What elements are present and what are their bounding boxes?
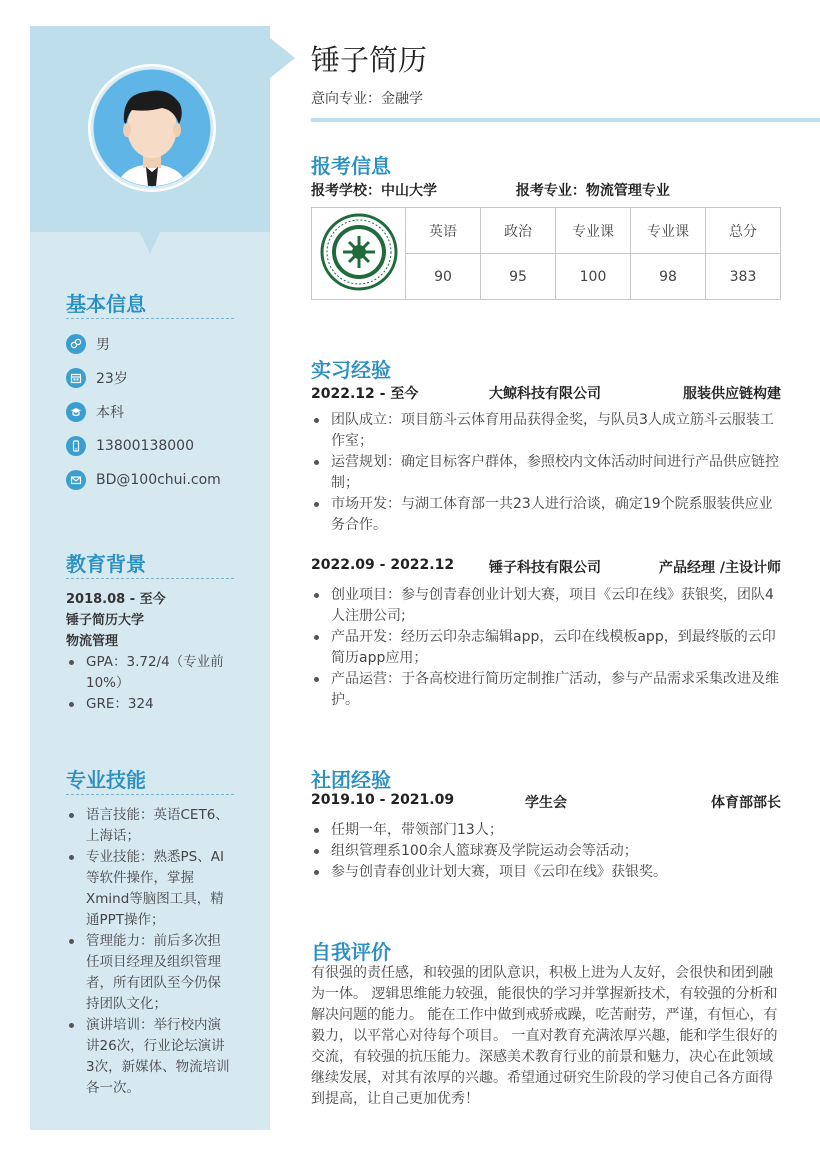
info-age-text: 23岁 (96, 371, 128, 387)
job-header (311, 383, 781, 403)
table-header-cell: 英语 (406, 208, 481, 254)
table-row (312, 208, 781, 254)
list-item: 市场开发：与湖工体育部一共23人进行洽谈，确定19个院系服装供应业务合作。 (311, 494, 785, 536)
list-item: 组织管理系100余人篮球赛及学院运动会等活动； (311, 841, 785, 862)
table-header-cell: 专业课 (631, 208, 706, 254)
score-table (311, 207, 781, 300)
university-logo-cell (312, 208, 406, 300)
education-school: 锤子简历大学 (66, 613, 145, 628)
avatar (88, 64, 216, 192)
sidebar-notch (140, 232, 160, 254)
table-cell: 98 (631, 254, 706, 300)
mail-icon (66, 470, 86, 490)
list-item: 任期一年，带领部门13人； (311, 820, 785, 841)
table-cell: 95 (481, 254, 556, 300)
info-email-text: BD@100chui.com (96, 472, 221, 488)
internship-title: 实习经验 (311, 358, 391, 382)
gender-icon (66, 334, 86, 354)
job-list (311, 585, 785, 711)
table-cell: 90 (406, 254, 481, 300)
job-list (311, 410, 785, 536)
list-item: 语言技能：英语CET6、上海话； (66, 805, 230, 847)
skills-list (66, 805, 230, 1099)
table-header-cell: 政治 (481, 208, 556, 254)
info-phone-text: 13800138000 (96, 438, 194, 454)
info-gender-text: 男 (96, 337, 110, 353)
intent-line: 意向专业：金融学 (311, 91, 423, 107)
club-title: 社团经验 (311, 768, 391, 792)
club-role: 体育部部长 (711, 795, 781, 811)
list-item: 运营规划：确定目标客户群体，参照校内文体活动时间进行产品供应链控制； (311, 452, 785, 494)
list-item: 产品运营：于各高校进行简历定制推广活动，参与产品需求采集改进及维护。 (311, 669, 785, 711)
info-degree-text: 本科 (96, 405, 124, 421)
job-company: 锤子科技有限公司 (489, 560, 601, 576)
basic-info-title: 基本信息 (66, 288, 234, 319)
basic-info-section (66, 288, 234, 497)
list-item: 创业项目：参与创青春创业计划大赛，项目《云印在线》获银奖，团队4人注册公司; (311, 585, 785, 627)
list-item: 演讲培训：举行校内演讲26次，行业论坛演讲3次，新媒体、物流培训各一次。 (66, 1015, 230, 1099)
list-item: 产品开发：经历云印杂志编辑app，云印在线模板app，到最终版的云印简历app应用； (311, 627, 785, 669)
self-eval-text: 有很强的责任感，和较强的团队意识，积极上进为人友好，会很快和团到融为一体。 逻辑思维能力较强，能很快的学习并掌握新技术，有较强的分析和解决问题的能力。 能在工作中做到戒骄戒躁，吃苦耐劳，严谨，有恒心，有毅力，以平常心对待每个项目。 一直对教育充满浓厚兴趣，能和学生很好的交流，有较强的抗压能力。深感美术教育行业的前景和魅力，决心在此领域继续发展，对其有浓厚的兴趣。希望通过研究生阶段的学习使自己各方面得到提高，让自己更加优秀！ (311, 965, 778, 1107)
education-section (66, 548, 234, 715)
list-item: 参与创青春创业计划大赛，项目《云印在线》获银奖。 (311, 862, 785, 883)
club-list (311, 820, 785, 883)
sidebar-header (30, 26, 270, 232)
exam-title: 报考信息 (311, 154, 391, 178)
page-title: 锤子简历 (311, 43, 428, 77)
list-item: GPA：3.72/4（专业前10%） (66, 652, 230, 694)
sidebar (30, 26, 270, 1130)
exam-major: 报考专业：物流管理专业 (515, 183, 670, 199)
exam-info-line (311, 180, 670, 200)
education-major: 物流管理 (66, 634, 119, 649)
job-role: 产品经理 /主设计师 (659, 560, 781, 576)
education-date: 2018.08 - 至今 (66, 592, 166, 607)
list-item: 团队成立：项目筋斗云体育用品获得金奖，与队员3人成立筋斗云服装工作室； (311, 410, 785, 452)
job-company: 大鲸科技有限公司 (489, 386, 601, 402)
header-divider (311, 118, 820, 122)
table-header-cell: 专业课 (556, 208, 631, 254)
job-date: 2022.09 - 2022.12 (311, 557, 455, 573)
job-role: 服装供应链构建 (683, 386, 781, 402)
info-degree (66, 395, 234, 429)
table-cell: 100 (556, 254, 631, 300)
info-gender (66, 327, 234, 361)
sidebar-arrow (270, 38, 295, 78)
job-date: 2022.12 - 至今 (311, 386, 419, 402)
list-item: GRE：324 (66, 694, 230, 715)
phone-icon (66, 436, 86, 456)
info-phone (66, 429, 234, 463)
sun-yat-sen-university-seal-icon (319, 212, 399, 292)
graduation-cap-icon (66, 402, 86, 422)
list-item: 管理能力：前后多次担任项目经理及组织管理者，所有团队至今仍保持团队文化； (66, 931, 230, 1015)
avatar-icon (88, 64, 216, 192)
exam-school: 报考学校：中山大学 (311, 183, 437, 199)
info-email (66, 463, 234, 497)
education-list (66, 652, 234, 715)
table-header-cell: 总分 (706, 208, 781, 254)
job-header (311, 557, 781, 577)
club-org: 学生会 (525, 795, 567, 811)
list-item: 专业技能：熟悉PS、AI等软件操作，掌握Xmind等脑图工具，精通PPT操作； (66, 847, 230, 931)
education-title: 教育背景 (66, 548, 234, 579)
club-header (311, 792, 781, 812)
skills-title: 专业技能 (66, 764, 234, 795)
club-date: 2019.10 - 2021.09 (311, 792, 455, 808)
table-cell: 383 (706, 254, 781, 300)
skills-section (66, 764, 234, 1099)
info-age (66, 361, 234, 395)
self-eval-title: 自我评价 (311, 940, 391, 964)
calendar-icon (66, 368, 86, 388)
